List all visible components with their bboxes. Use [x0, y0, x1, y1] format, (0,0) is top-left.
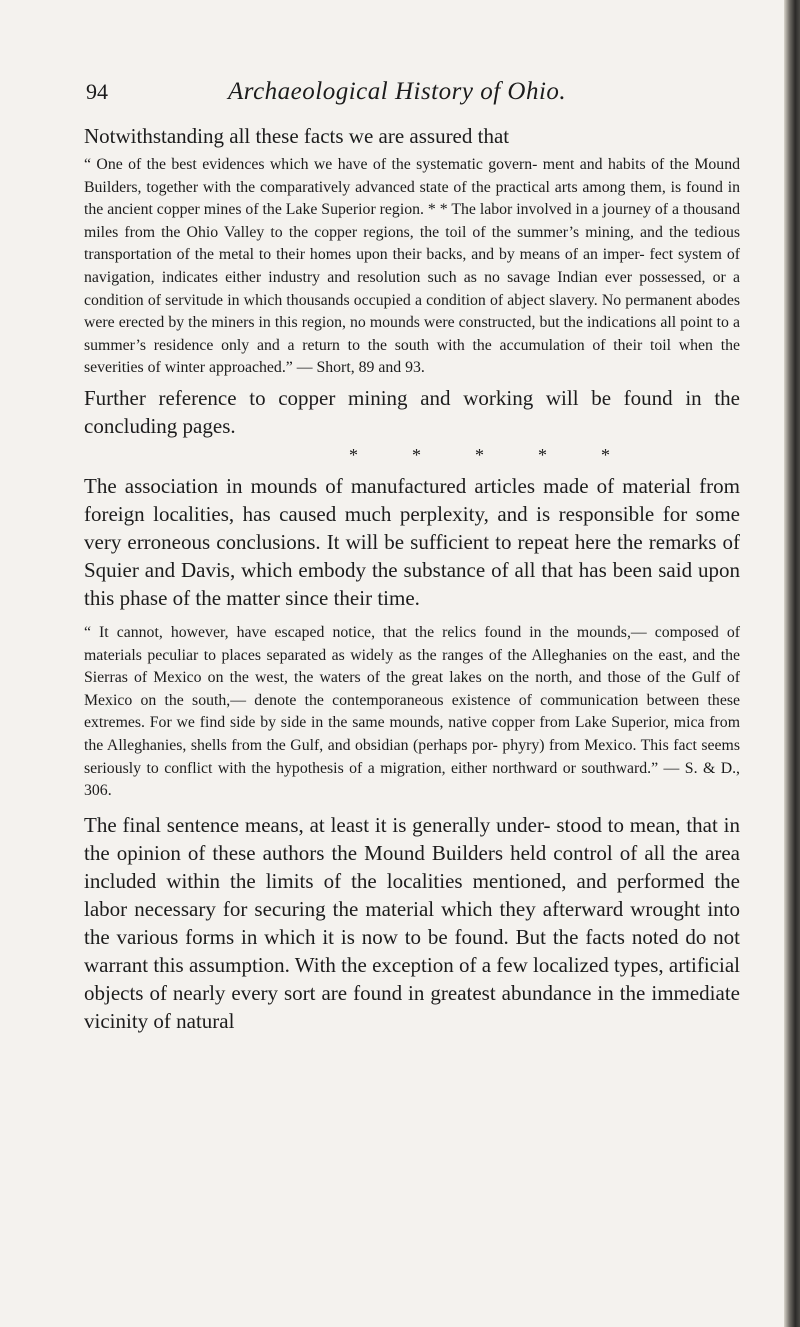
section-break-star: * [475, 444, 484, 465]
page-body [84, 122, 740, 1035]
page-header [86, 74, 746, 110]
section-break-star: * [601, 444, 610, 465]
section-break [84, 444, 740, 466]
section-break-star: * [412, 444, 421, 465]
section-break-star: * [349, 444, 358, 465]
intro-line: Notwithstanding all these facts we are assured that [84, 124, 510, 148]
section-break-star: * [538, 444, 547, 465]
running-title: Archaeological History of Ohio. [228, 78, 567, 105]
paragraph-copper-reference: Further reference to copper mining and working will be found in the concluding pages. [84, 385, 740, 438]
block-quote-squier-davis: “ It cannot, however, have escaped notice, that the relics found in the mounds,— composed of materials peculiar to places separated as widely as the ranges of the Alleghanies on the east, and the Sierras of Mexico on the west, the waters of the great lakes on the north, and those of the Gulf of Mexico on the south,— denote the contemporaneous existence of communication between these extremes. For we find side by side in the same mounds, native copper from Lake Superior, mica from the Alleghanies, shells from the Gulf, and obsidian (perhaps por- phyry) from Mexico. This fact seems seriously to conflict with the hypothesis of a migration, either northward or southward.” — S. & D., 306. [84, 623, 740, 800]
paragraph-foreign-materials: The association in mounds of manufactured articles made of material from foreign localities, has caused much perplexity, and is responsible for some very erroneous conclusions. It will be sufficient to repeat here the remarks of Squier and Davis, which embody the substance of all that has been said upon this phase of the matter since their time. [84, 473, 740, 610]
block-quote-short: “ One of the best evidences which we have of the systematic govern- ment and habits of the Mound Builders, together with the comparatively advanced state of the practical arts among them, is found in the ancient copper mines of the Lake Superior region. * * The labor involved in a journey of a thousand miles from the Ohio Valley to the copper regions, the toil of the summer’s mining, and the tedious transportation of the metal to their homes upon their backs, and by means of an imper- fect system of navigation, indicates either industry and resolution such as no savage Indian ever possessed, or a condition of servitude in which thousands occupied a condition of abject slavery. No permanent abodes were erected by the miners in this region, no mounds were constructed, but the indications all point to a summer’s residence only and a return to the south with the accumulation of their toil when the severities of winter approached.” — Short, 89 and 93. [84, 156, 740, 377]
page-edge-shadow [784, 0, 800, 1327]
paragraph-final-sentence: The final sentence means, at least it is generally under- stood to mean, that in the opinion of these authors the Mound Builders held control of all the area included within the limits of the localities mentioned, and performed the labor necessary for securing the material which they afterward wrought into the various forms in which it is now to be found. But the facts noted do not warrant this assumption. With the exception of a few localized types, artificial objects of nearly every sort are found in greatest abundance in the immediate vicinity of natural [84, 812, 740, 1033]
page-number: 94 [86, 79, 108, 104]
